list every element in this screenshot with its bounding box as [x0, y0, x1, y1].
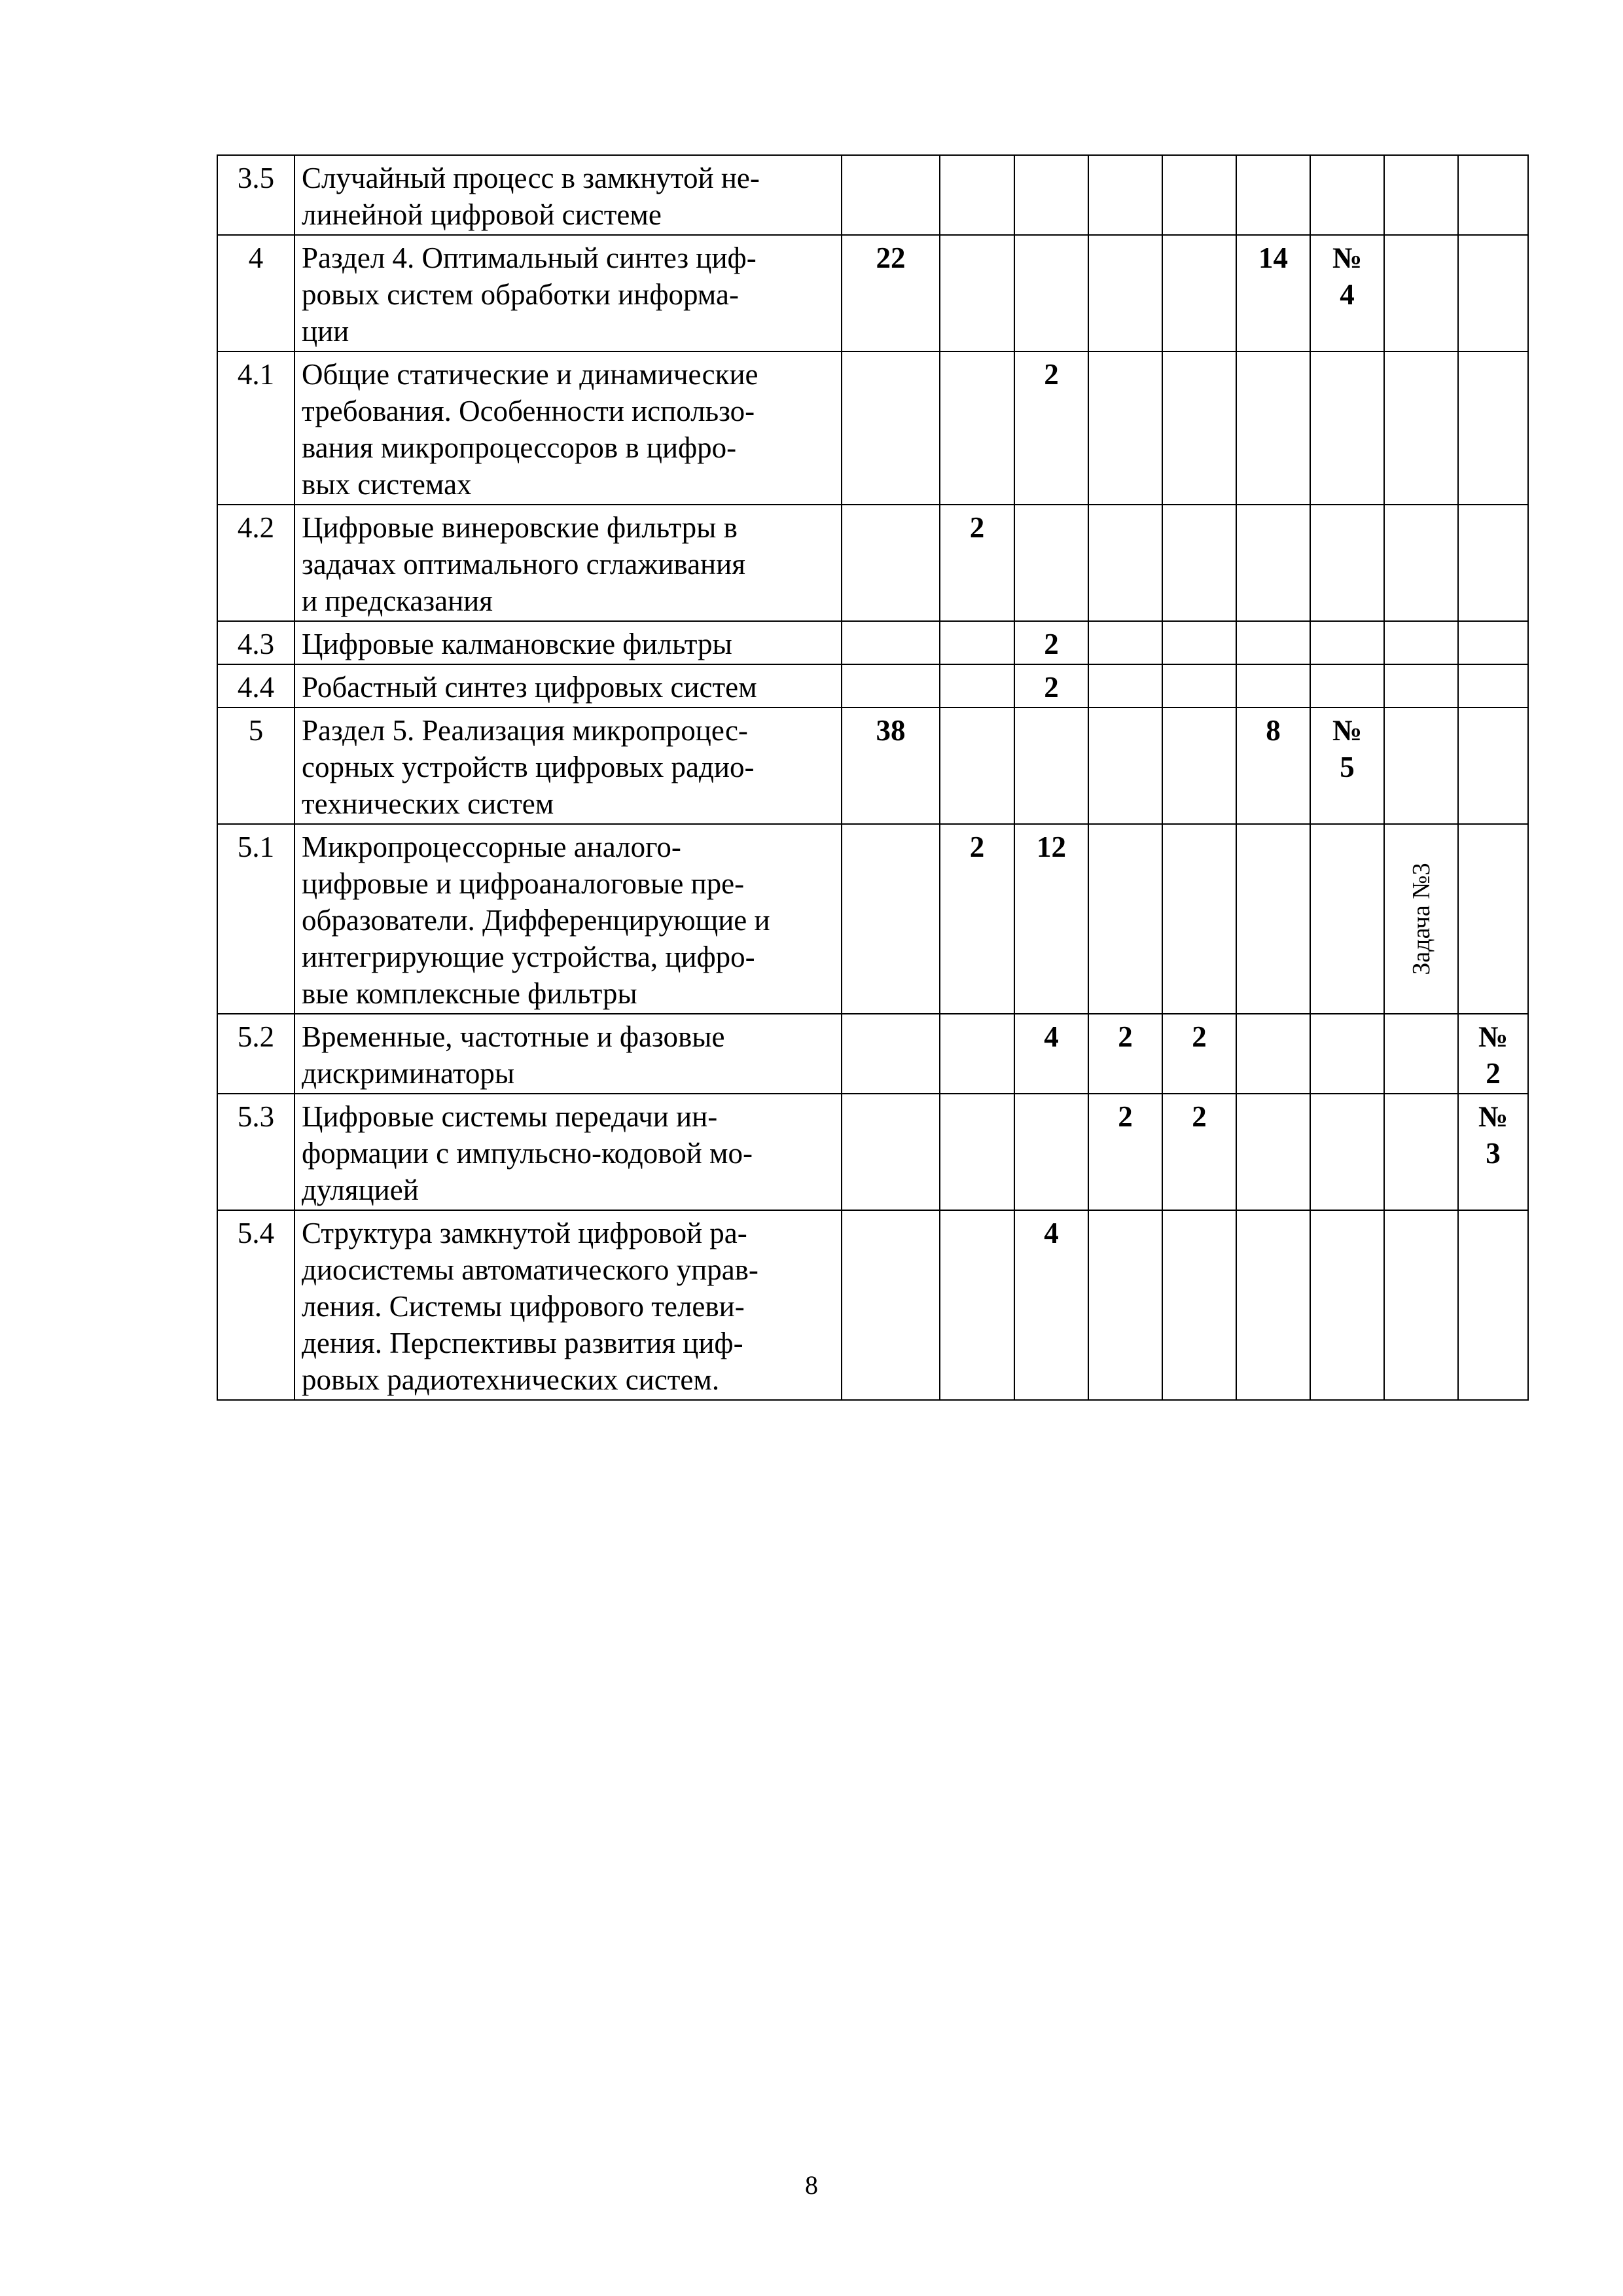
hours-cell	[1162, 235, 1236, 351]
hours-cell	[842, 1210, 940, 1400]
hours-cell	[1236, 1094, 1310, 1210]
hours-cell	[1384, 664, 1458, 708]
hours-cell	[940, 1094, 1014, 1210]
row-topic: Цифровые системы передачи ин- формации с импульсно-кодовой мо- дуляцией	[294, 1094, 842, 1210]
hours-cell	[1310, 1014, 1384, 1094]
hours-cell	[1384, 1210, 1458, 1400]
hours-cell	[1384, 505, 1458, 621]
hours-cell: 8	[1236, 708, 1310, 824]
hours-cell	[1088, 235, 1162, 351]
hours-cell	[1162, 708, 1236, 824]
hours-cell	[1088, 664, 1162, 708]
table-row	[217, 1210, 1528, 1400]
hours-cell	[1384, 351, 1458, 505]
table-row	[217, 1014, 1528, 1094]
hours-cell	[1310, 824, 1384, 1014]
hours-cell: 2	[1162, 1014, 1236, 1094]
row-number: 5	[217, 708, 294, 824]
hours-cell: 2	[1014, 664, 1088, 708]
hours-cell: 14	[1236, 235, 1310, 351]
table-body	[217, 155, 1528, 1400]
hours-cell	[1236, 1210, 1310, 1400]
curriculum-table	[217, 154, 1529, 1401]
row-topic: Раздел 4. Оптимальный синтез циф- ровых систем обработки информа- ции	[294, 235, 842, 351]
hours-cell	[1088, 708, 1162, 824]
hours-cell	[1088, 1210, 1162, 1400]
hours-cell: № 3	[1458, 1094, 1528, 1210]
hours-cell	[1236, 824, 1310, 1014]
hours-cell	[1458, 1210, 1528, 1400]
table-row	[217, 664, 1528, 708]
page-number: 8	[805, 2170, 818, 2200]
hours-cell-vertical	[1384, 824, 1458, 1014]
hours-cell	[940, 155, 1014, 235]
hours-cell	[1384, 235, 1458, 351]
hours-cell	[1310, 351, 1384, 505]
hours-cell: 2	[1162, 1094, 1236, 1210]
hours-cell: 2	[1014, 621, 1088, 664]
row-number: 5.4	[217, 1210, 294, 1400]
hours-cell	[1014, 708, 1088, 824]
hours-cell: 2	[940, 505, 1014, 621]
hours-cell: 2	[1014, 351, 1088, 505]
hours-cell	[1162, 505, 1236, 621]
row-number: 5.1	[217, 824, 294, 1014]
table-row	[217, 505, 1528, 621]
table-row	[217, 708, 1528, 824]
table-row	[217, 351, 1528, 505]
hours-cell	[1458, 235, 1528, 351]
hours-cell	[1162, 351, 1236, 505]
row-number: 5.2	[217, 1014, 294, 1094]
hours-cell	[842, 621, 940, 664]
hours-cell	[1088, 505, 1162, 621]
hours-cell	[940, 708, 1014, 824]
hours-cell: № 5	[1310, 708, 1384, 824]
hours-cell: 22	[842, 235, 940, 351]
hours-cell	[1310, 505, 1384, 621]
hours-cell	[1384, 1094, 1458, 1210]
row-topic: Структура замкнутой цифровой ра- диосистемы автоматического управ- ления. Системы цифрового телеви- дения. Перспективы развития циф- ровых радиотехнических систем.	[294, 1210, 842, 1400]
hours-cell	[1384, 621, 1458, 664]
row-number: 4.2	[217, 505, 294, 621]
hours-cell	[1458, 351, 1528, 505]
hours-cell	[1458, 155, 1528, 235]
hours-cell	[1384, 708, 1458, 824]
hours-cell: 38	[842, 708, 940, 824]
hours-cell	[1088, 824, 1162, 1014]
hours-cell	[940, 664, 1014, 708]
row-topic: Цифровые калмановские фильтры	[294, 621, 842, 664]
hours-cell	[1236, 505, 1310, 621]
row-topic: Случайный процесс в замкнутой не- линейной цифровой системе	[294, 155, 842, 235]
hours-cell	[1310, 1210, 1384, 1400]
hours-cell	[1088, 621, 1162, 664]
hours-cell	[842, 1094, 940, 1210]
row-topic: Раздел 5. Реализация микропроцес- сорных устройств цифровых радио- технических систем	[294, 708, 842, 824]
hours-cell	[1088, 155, 1162, 235]
row-number: 3.5	[217, 155, 294, 235]
hours-cell	[940, 351, 1014, 505]
hours-cell	[1310, 155, 1384, 235]
hours-cell	[1458, 708, 1528, 824]
hours-cell	[842, 664, 940, 708]
hours-cell	[842, 155, 940, 235]
row-number: 4.4	[217, 664, 294, 708]
hours-cell	[1458, 664, 1528, 708]
hours-cell	[1162, 1210, 1236, 1400]
row-topic: Цифровые винеровские фильтры в задачах оптимального сглаживания и предсказания	[294, 505, 842, 621]
hours-cell	[1014, 155, 1088, 235]
hours-cell: 4	[1014, 1014, 1088, 1094]
table-row	[217, 155, 1528, 235]
hours-cell	[1162, 621, 1236, 664]
hours-cell	[940, 235, 1014, 351]
hours-cell	[1310, 1094, 1384, 1210]
hours-cell	[1236, 664, 1310, 708]
row-topic: Микропроцессорные аналого- цифровые и цифроаналоговые пре- образователи. Дифференцирующие и интегрирующие устройства, цифро- вые комплексные фильтры	[294, 824, 842, 1014]
table-row	[217, 824, 1528, 1014]
hours-cell	[1088, 351, 1162, 505]
row-topic: Общие статические и динамические требования. Особенности использо- вания микропроцессоров в цифро- вых системах	[294, 351, 842, 505]
hours-cell	[1384, 1014, 1458, 1094]
hours-cell	[940, 1210, 1014, 1400]
hours-cell	[1236, 1014, 1310, 1094]
hours-cell	[1236, 621, 1310, 664]
row-topic: Робастный синтез цифровых систем	[294, 664, 842, 708]
hours-cell: 2	[1088, 1094, 1162, 1210]
hours-cell	[1162, 664, 1236, 708]
hours-cell: № 4	[1310, 235, 1384, 351]
hours-cell: № 2	[1458, 1014, 1528, 1094]
hours-cell	[1162, 824, 1236, 1014]
hours-cell	[1458, 621, 1528, 664]
hours-cell	[1014, 1094, 1088, 1210]
hours-cell	[1310, 664, 1384, 708]
hours-cell	[1014, 235, 1088, 351]
hours-cell: 12	[1014, 824, 1088, 1014]
vertical-task-label: Задача №3	[1407, 863, 1435, 975]
row-number: 4	[217, 235, 294, 351]
hours-cell	[1236, 155, 1310, 235]
hours-cell	[1384, 155, 1458, 235]
table-row	[217, 1094, 1528, 1210]
hours-cell	[1310, 621, 1384, 664]
hours-cell	[1458, 505, 1528, 621]
hours-cell: 2	[1088, 1014, 1162, 1094]
row-topic: Временные, частотные и фазовые дискриминаторы	[294, 1014, 842, 1094]
hours-cell	[842, 824, 940, 1014]
row-number: 4.3	[217, 621, 294, 664]
hours-cell	[940, 1014, 1014, 1094]
hours-cell	[1162, 155, 1236, 235]
hours-cell	[842, 1014, 940, 1094]
row-number: 4.1	[217, 351, 294, 505]
hours-cell	[1236, 351, 1310, 505]
hours-cell	[842, 351, 940, 505]
hours-cell	[940, 621, 1014, 664]
row-number: 5.3	[217, 1094, 294, 1210]
hours-cell	[1458, 824, 1528, 1014]
table-row	[217, 235, 1528, 351]
hours-cell: 4	[1014, 1210, 1088, 1400]
hours-cell	[842, 505, 940, 621]
hours-cell: 2	[940, 824, 1014, 1014]
table-row	[217, 621, 1528, 664]
hours-cell	[1014, 505, 1088, 621]
